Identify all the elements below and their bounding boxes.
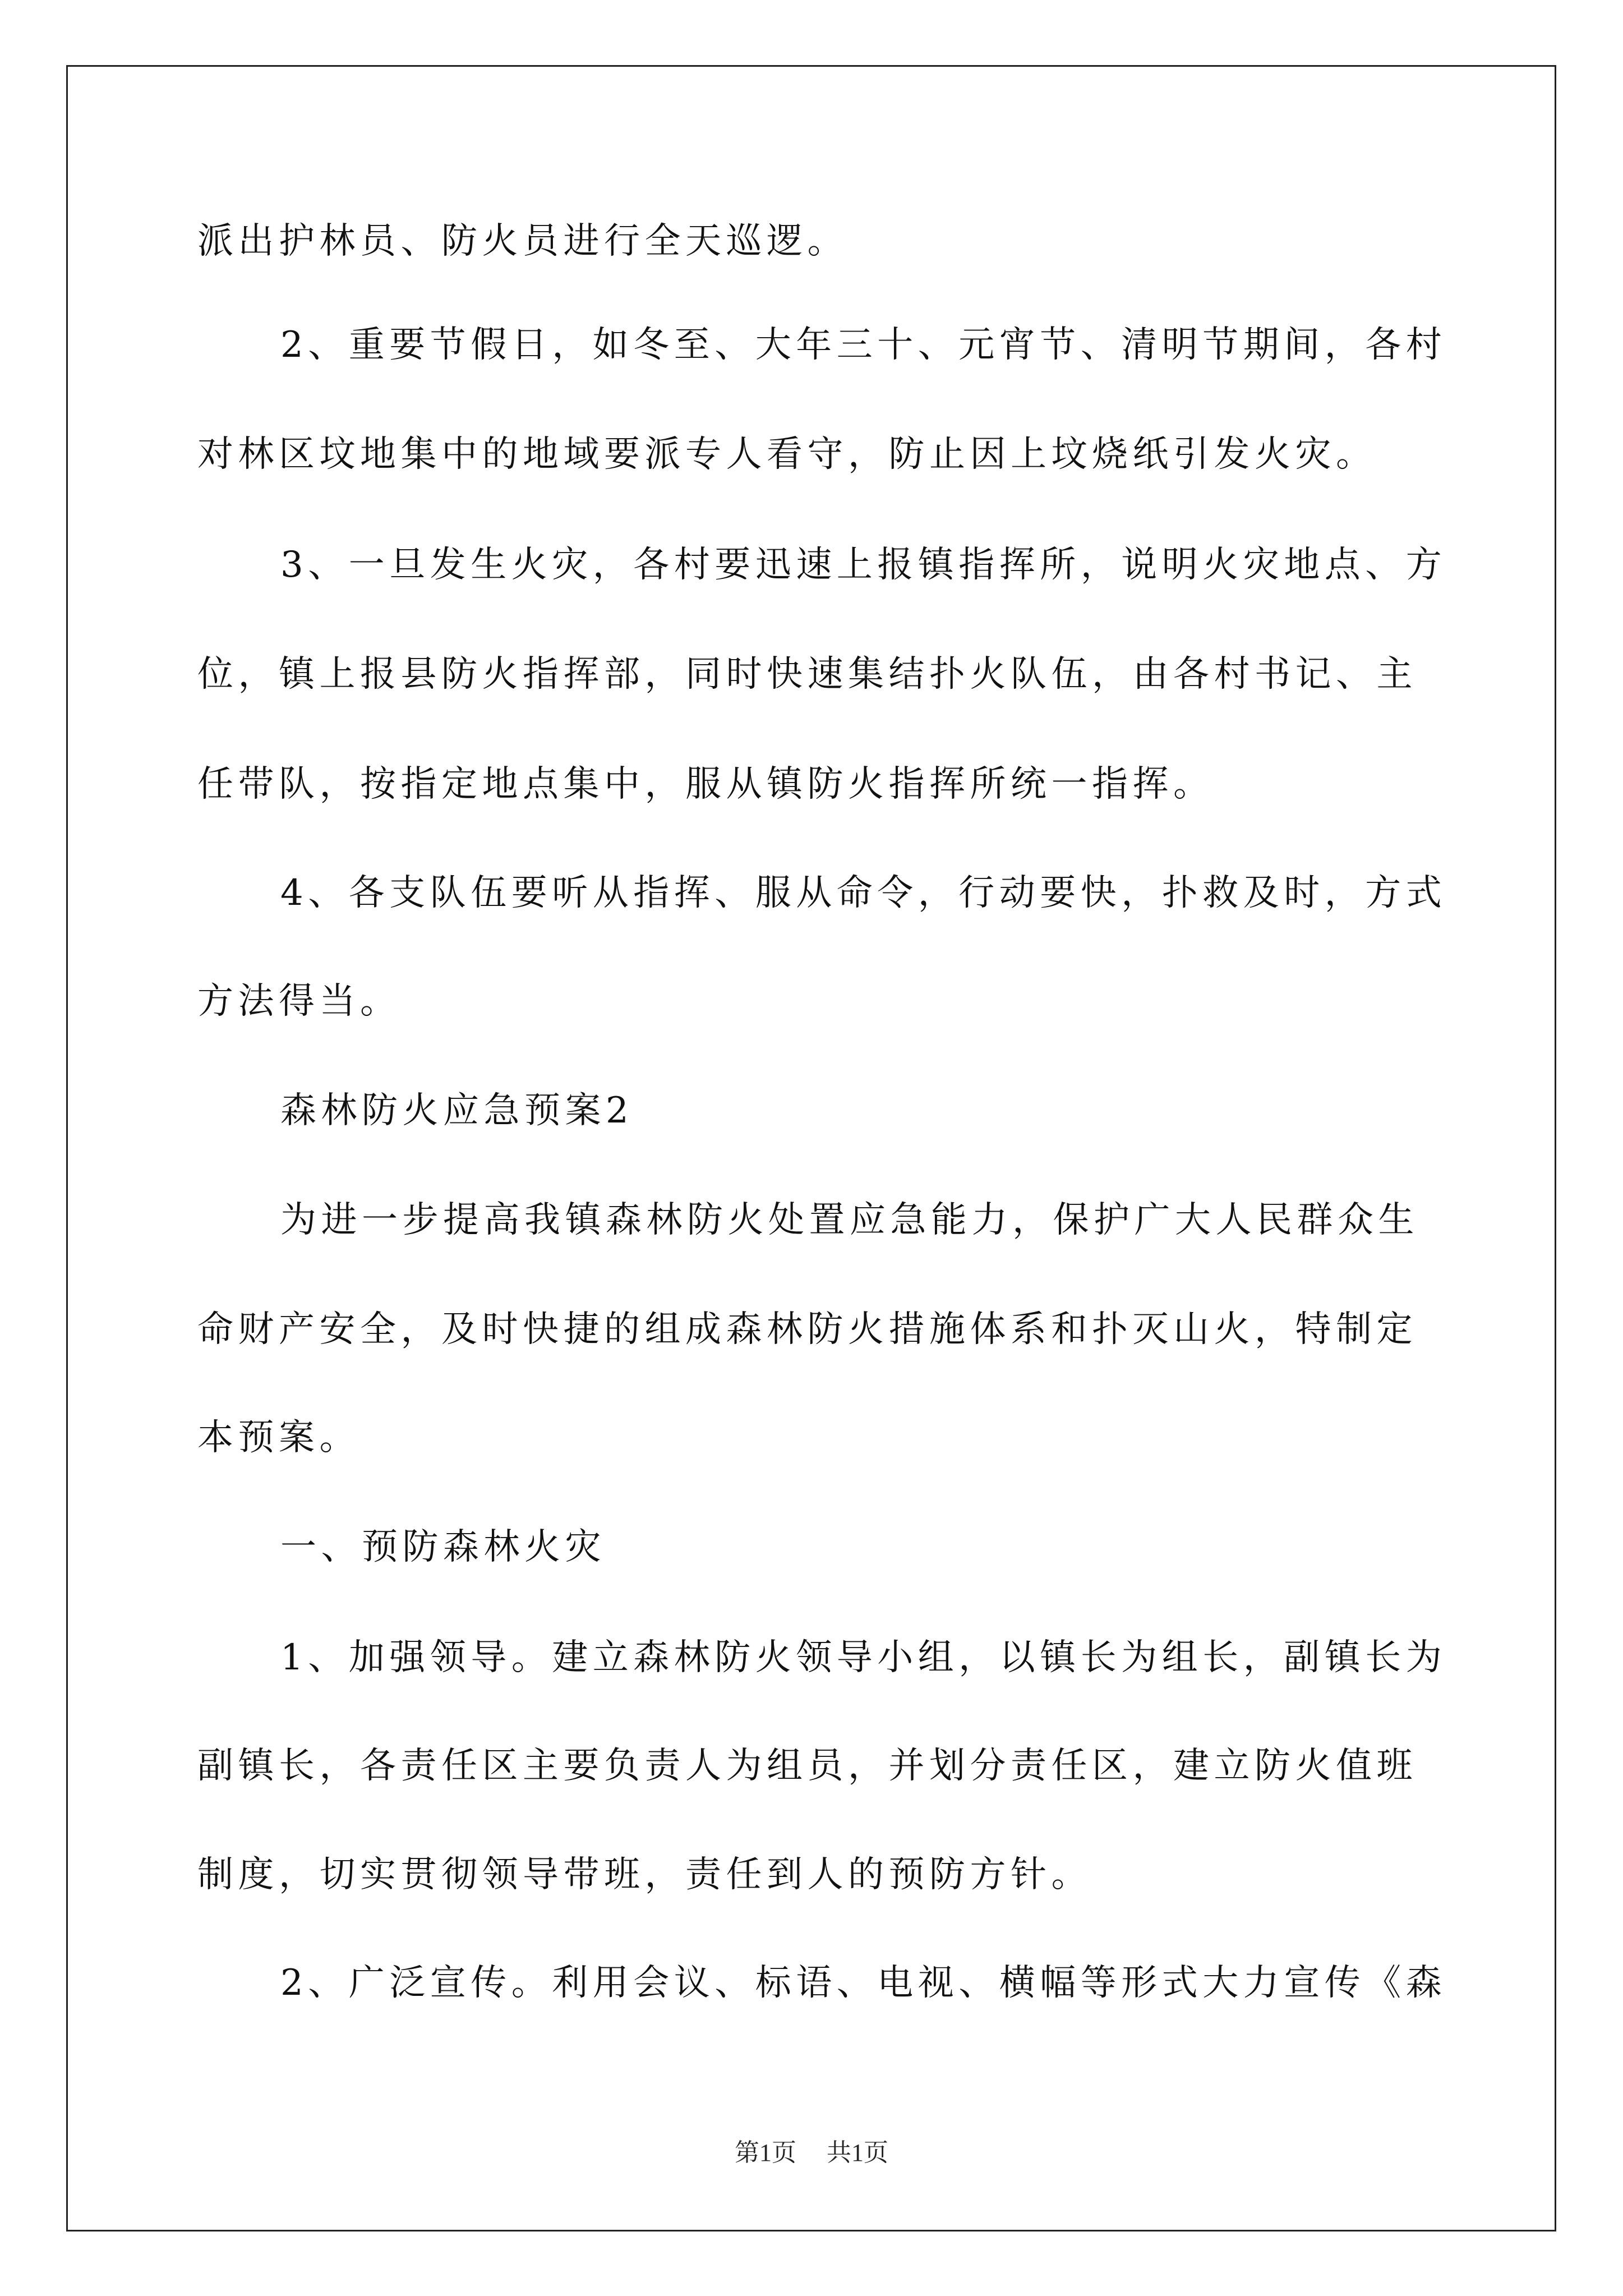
section-heading: 一、预防森林火灾 [280, 1526, 606, 1568]
text-line: 命财产安全，及时快捷的组成森林防火措施体系和扑灭山火，特制定 [197, 1309, 1417, 1350]
text-line: 对林区坟地集中的地域要派专人看守，防止因上坟烧纸引发火灾。 [197, 434, 1377, 475]
page-total: 共1页 [827, 2139, 888, 2166]
text-line: 副镇长，各责任区主要负责人为组员，并划分责任区，建立防火值班 [197, 1745, 1417, 1787]
text-line: 本预案。 [197, 1417, 360, 1458]
text-line: 3、一旦发生火灾，各村要迅速上报镇指挥所，说明火灾地点、方 [280, 544, 1447, 586]
text-line: 派出护林员、防火员进行全天巡逻。 [197, 220, 848, 262]
text-line: 4、各支队伍要听从指挥、服从命令，行动要快，扑救及时，方式 [280, 872, 1447, 914]
text-line: 任带队，按指定地点集中，服从镇防火指挥所统一指挥。 [197, 763, 1214, 805]
text-line: 1、加强领导。建立森林防火领导小组，以镇长为组长，副镇长为 [280, 1637, 1447, 1678]
page-border [66, 65, 1556, 2231]
text-line: 为进一步提高我镇森林防火处置应急能力，保护广大人民群众生 [280, 1199, 1419, 1241]
text-line: 方法得当。 [197, 981, 401, 1022]
section-heading: 森林防火应急预案2 [280, 1090, 634, 1131]
page-number: 第1页 [735, 2139, 796, 2166]
text-line: 2、广泛宣传。利用会议、标语、电视、横幅等形式大力宣传《森 [280, 1962, 1447, 2004]
page-footer [0, 2137, 1623, 2169]
text-line: 2、重要节假日，如冬至、大年三十、元宵节、清明节期间，各村 [280, 324, 1447, 366]
text-line: 制度，切实贯彻领导带班，责任到人的预防方针。 [197, 1854, 1092, 1895]
text-line: 位，镇上报县防火指挥部，同时快速集结扑火队伍，由各村书记、主 [197, 654, 1417, 695]
